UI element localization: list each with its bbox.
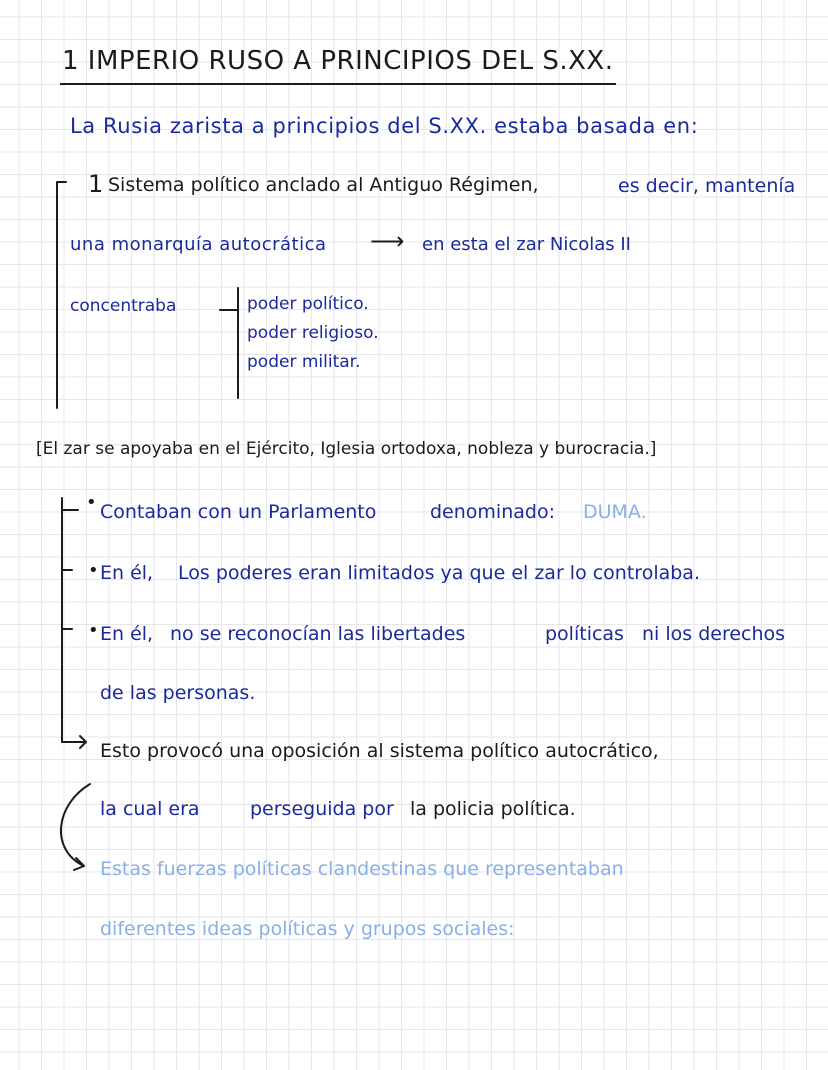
clandestine-line2: diferentes ideas políticas y grupos sociales: [100,918,515,940]
power-item-religious: poder religioso. [247,323,379,343]
point1-line3: concentraba [70,296,177,316]
opposition-line2b: perseguida por [250,798,394,820]
rights-d: ni los derechos [642,623,786,645]
rights-c: políticas [545,623,624,645]
bullet-dot: • [88,560,99,581]
support-text: [El zar se apoyaba en el Ejército, Iglesia ortodoxa, nobleza y burocracia.] [36,439,657,459]
bullet-dot: • [88,620,99,641]
rights-e: de las personas. [100,682,256,704]
duma-prefix: Contaban con un Parlamento [100,501,377,523]
point1-line2-a: una monarquía autocrática [70,234,327,255]
limited-a: En él, [100,562,154,584]
intro-text: La Rusia zarista a principios del S.XX. estaba basada en: [70,114,699,138]
power-item-military: poder militar. [247,352,361,372]
opposition-arrow [62,736,86,748]
opposition-line2c: la policia política. [410,798,576,820]
point1-line1-a: Sistema político anclado al Antiguo Régimen, [108,174,539,196]
arrow-icon: ⟶ [370,227,405,255]
opposition-line2a: la cual era [100,798,200,820]
curved-arrow [61,784,90,870]
clandestine-line1: Estas fuerzas políticas clandestinas que representaban [100,858,624,880]
point1-number: 1 [88,170,104,198]
limited-b: Los poderes eran limitados ya que el zar lo controlaba. [178,562,700,584]
duma-mid: denominado: [430,501,555,523]
bullet-dot: • [86,492,97,513]
point1-bracket [57,182,66,408]
power-item-political: poder político. [247,294,369,314]
page-title: 1 IMPERIO RUSO A PRINCIPIOS DEL S.XX. [62,46,614,76]
point1-line1-b: es decir, mantenía [618,175,796,197]
rights-b: no se reconocían las libertades [170,623,466,645]
point1-line2-b: en esta el zar Nicolas II [422,234,631,255]
opposition-line1: Esto provocó una oposición al sistema político autocrático, [100,740,659,762]
rights-a: En él, [100,623,154,645]
duma-name: DUMA. [583,501,647,523]
